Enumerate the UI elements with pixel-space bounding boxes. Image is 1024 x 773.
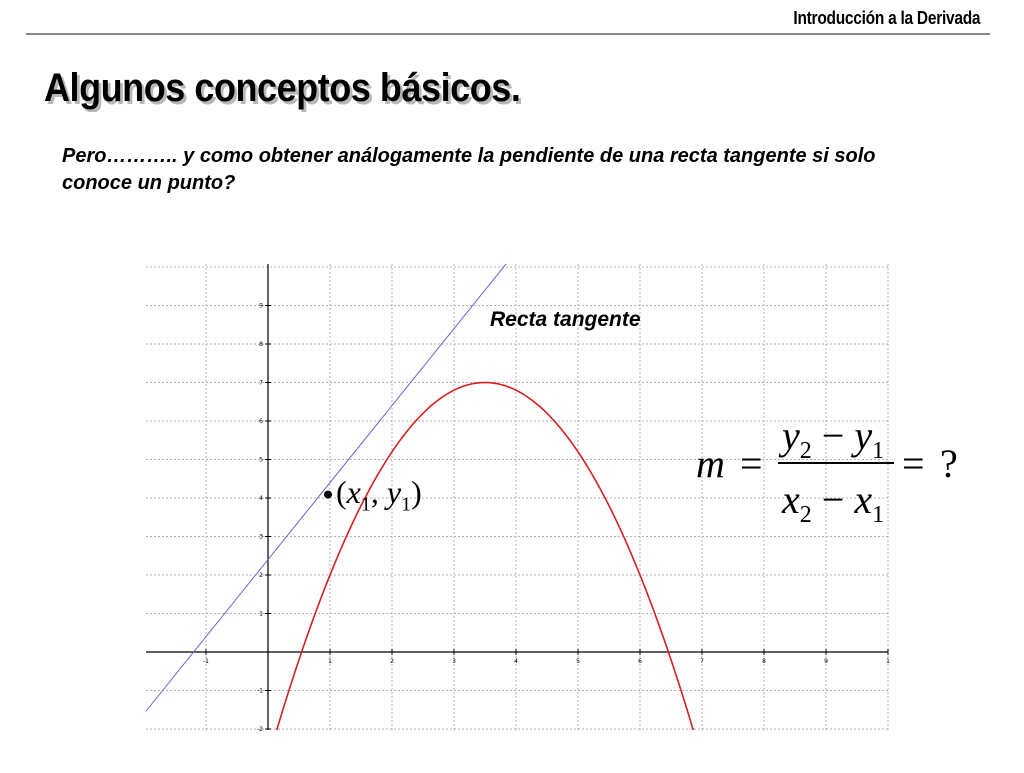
- point-sep: ,: [370, 474, 387, 510]
- y-tick-label: 4: [259, 495, 263, 502]
- y-tick-label: -1: [257, 687, 263, 695]
- point-paren-open: (: [336, 474, 347, 510]
- den-minus: −: [821, 477, 845, 522]
- num-y1-sub: 1: [872, 438, 885, 464]
- num-minus: −: [821, 413, 845, 458]
- x-tick-label: 2: [390, 658, 394, 665]
- formula-equals-1: =: [740, 441, 763, 486]
- y-tick-label: -2: [257, 726, 263, 733]
- slope-formula: [696, 412, 986, 532]
- y-tick-label: 3: [259, 533, 263, 541]
- tangent-point-marker: [324, 491, 332, 499]
- den-x2-sub: 2: [799, 502, 812, 528]
- y-tick-label: 6: [259, 418, 263, 425]
- y-tick-label: 9: [259, 302, 263, 310]
- x-tick-label: -1: [203, 658, 209, 665]
- den-x1: x: [854, 477, 873, 522]
- x-tick-label: 4: [514, 658, 518, 665]
- formula-numerator: [782, 412, 884, 465]
- num-y2: y: [782, 413, 800, 458]
- x-tick-label: 9: [824, 658, 828, 665]
- point-x-sub: 1: [360, 493, 371, 516]
- y-tick-label: 2: [259, 572, 263, 579]
- point-paren-close: ): [411, 474, 422, 510]
- formula-denominator: [782, 476, 884, 529]
- formula-equals-2: =: [902, 441, 925, 486]
- slide-title: Algunos conceptos básicos.: [44, 66, 521, 110]
- tangent-line-label: Recta tangente: [490, 308, 641, 331]
- num-y1: y: [854, 413, 873, 458]
- y-tick-label: 7: [259, 379, 263, 387]
- y-tick-label: 5: [259, 456, 263, 464]
- y-tick-label: 1: [259, 610, 263, 618]
- den-x2: x: [782, 477, 800, 522]
- point-y: y: [386, 474, 402, 510]
- x-tick-label: 8: [762, 658, 766, 665]
- y-tick-label: 8: [259, 341, 263, 348]
- body-text: Pero……….. y como obtener análogamente la pendiente de una recta tangente si solo conoce un punto?: [62, 145, 876, 194]
- x-tick-label: 6: [638, 658, 642, 665]
- x-tick-label: 3: [452, 658, 456, 665]
- x-tick-label: 5: [576, 658, 580, 665]
- header-title: Introducción a la Derivada: [793, 8, 980, 28]
- formula-m: m: [696, 441, 725, 486]
- point-y-sub: 1: [401, 493, 412, 516]
- fraction-bar: [778, 462, 894, 464]
- x-tick-label: 7: [700, 658, 704, 665]
- formula-question-mark: ?: [940, 441, 958, 486]
- point-label: [336, 474, 422, 516]
- num-y2-sub: 2: [799, 438, 812, 464]
- den-x1-sub: 1: [872, 502, 885, 528]
- x-tick-label: 1: [886, 658, 890, 665]
- point-x: x: [346, 474, 361, 510]
- x-tick-label: 1: [328, 658, 332, 665]
